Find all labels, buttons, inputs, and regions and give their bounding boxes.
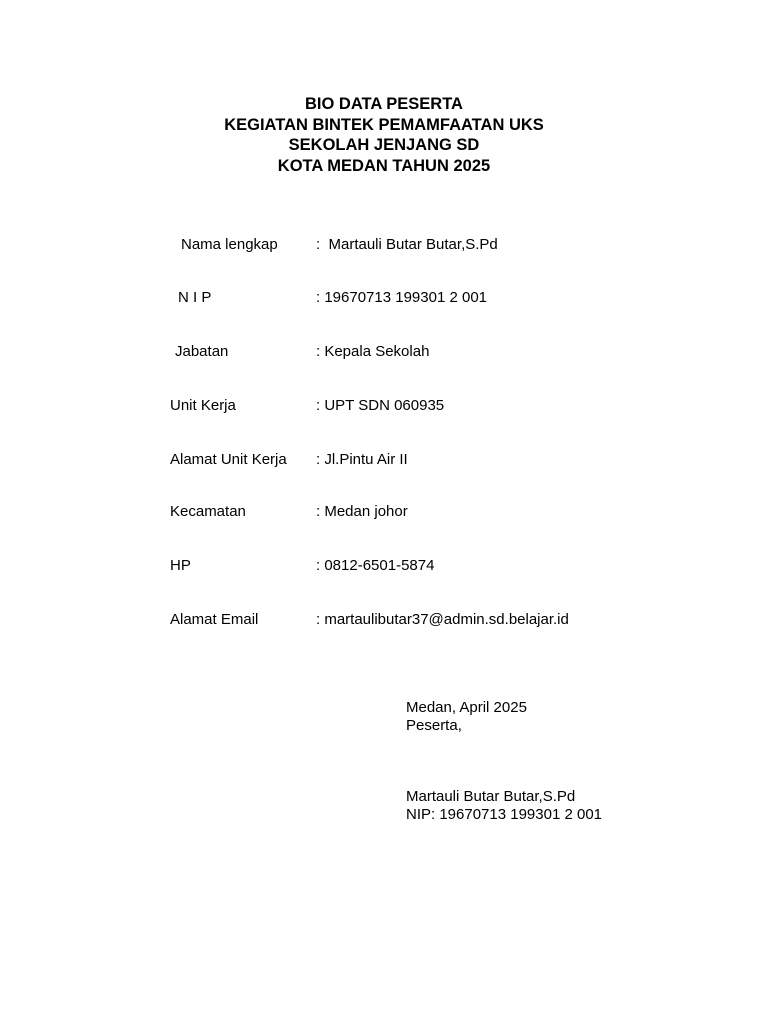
field-label-hp: HP	[170, 557, 191, 574]
signature-name: Martauli Butar Butar,S.Pd	[406, 788, 576, 805]
field-row-nama-lengkap	[0, 235, 768, 255]
title-line-4: KOTA MEDAN TAHUN 2025	[277, 157, 491, 176]
field-row-jabatan	[0, 342, 768, 362]
title-line-2: KEGIATAN BINTEK PEMAMFAATAN UKS	[224, 115, 544, 134]
signature-nip: NIP: 19670713 199301 2 001	[406, 806, 603, 823]
field-row-alamat-unit-kerja	[0, 450, 768, 470]
field-label-nama-lengkap: Nama lengkap	[181, 236, 278, 253]
field-value-nip: : 19670713 199301 2 001	[316, 289, 487, 306]
title-line-3: SEKOLAH JENJANG SD	[288, 136, 480, 155]
field-value-kecamatan: : Medan johor	[316, 503, 408, 520]
signature-name-block	[406, 788, 602, 824]
field-value-hp: : 0812-6501-5874	[316, 557, 435, 574]
field-value-nama-lengkap: : Martauli Butar Butar,S.Pd	[316, 236, 498, 253]
signature-role: Peserta,	[406, 717, 462, 734]
field-value-unit-kerja: : UPT SDN 060935	[316, 397, 445, 414]
document-title	[0, 94, 768, 177]
field-label-alamat-email: Alamat Email	[170, 611, 259, 628]
field-row-hp	[0, 556, 768, 576]
field-row-nip	[0, 288, 768, 308]
field-label-kecamatan: Kecamatan	[170, 503, 246, 520]
field-value-alamat-unit-kerja: : Jl.Pintu Air II	[316, 451, 408, 468]
field-value-alamat-email: : martaulibutar37@admin.sd.belajar.id	[316, 611, 569, 628]
field-value-jabatan: : Kepala Sekolah	[316, 343, 430, 360]
title-line-1: BIO DATA PESERTA	[305, 95, 463, 113]
signature-place-block	[406, 699, 527, 735]
field-row-alamat-email	[0, 610, 768, 630]
field-row-unit-kerja	[0, 396, 768, 416]
field-label-jabatan: Jabatan	[175, 343, 229, 360]
field-label-nip: N I P	[178, 289, 212, 306]
field-label-unit-kerja: Unit Kerja	[170, 397, 236, 414]
signature-place-date: Medan, April 2025	[406, 699, 527, 716]
field-row-kecamatan	[0, 502, 768, 522]
field-label-alamat-unit-kerja: Alamat Unit Kerja	[170, 451, 287, 468]
